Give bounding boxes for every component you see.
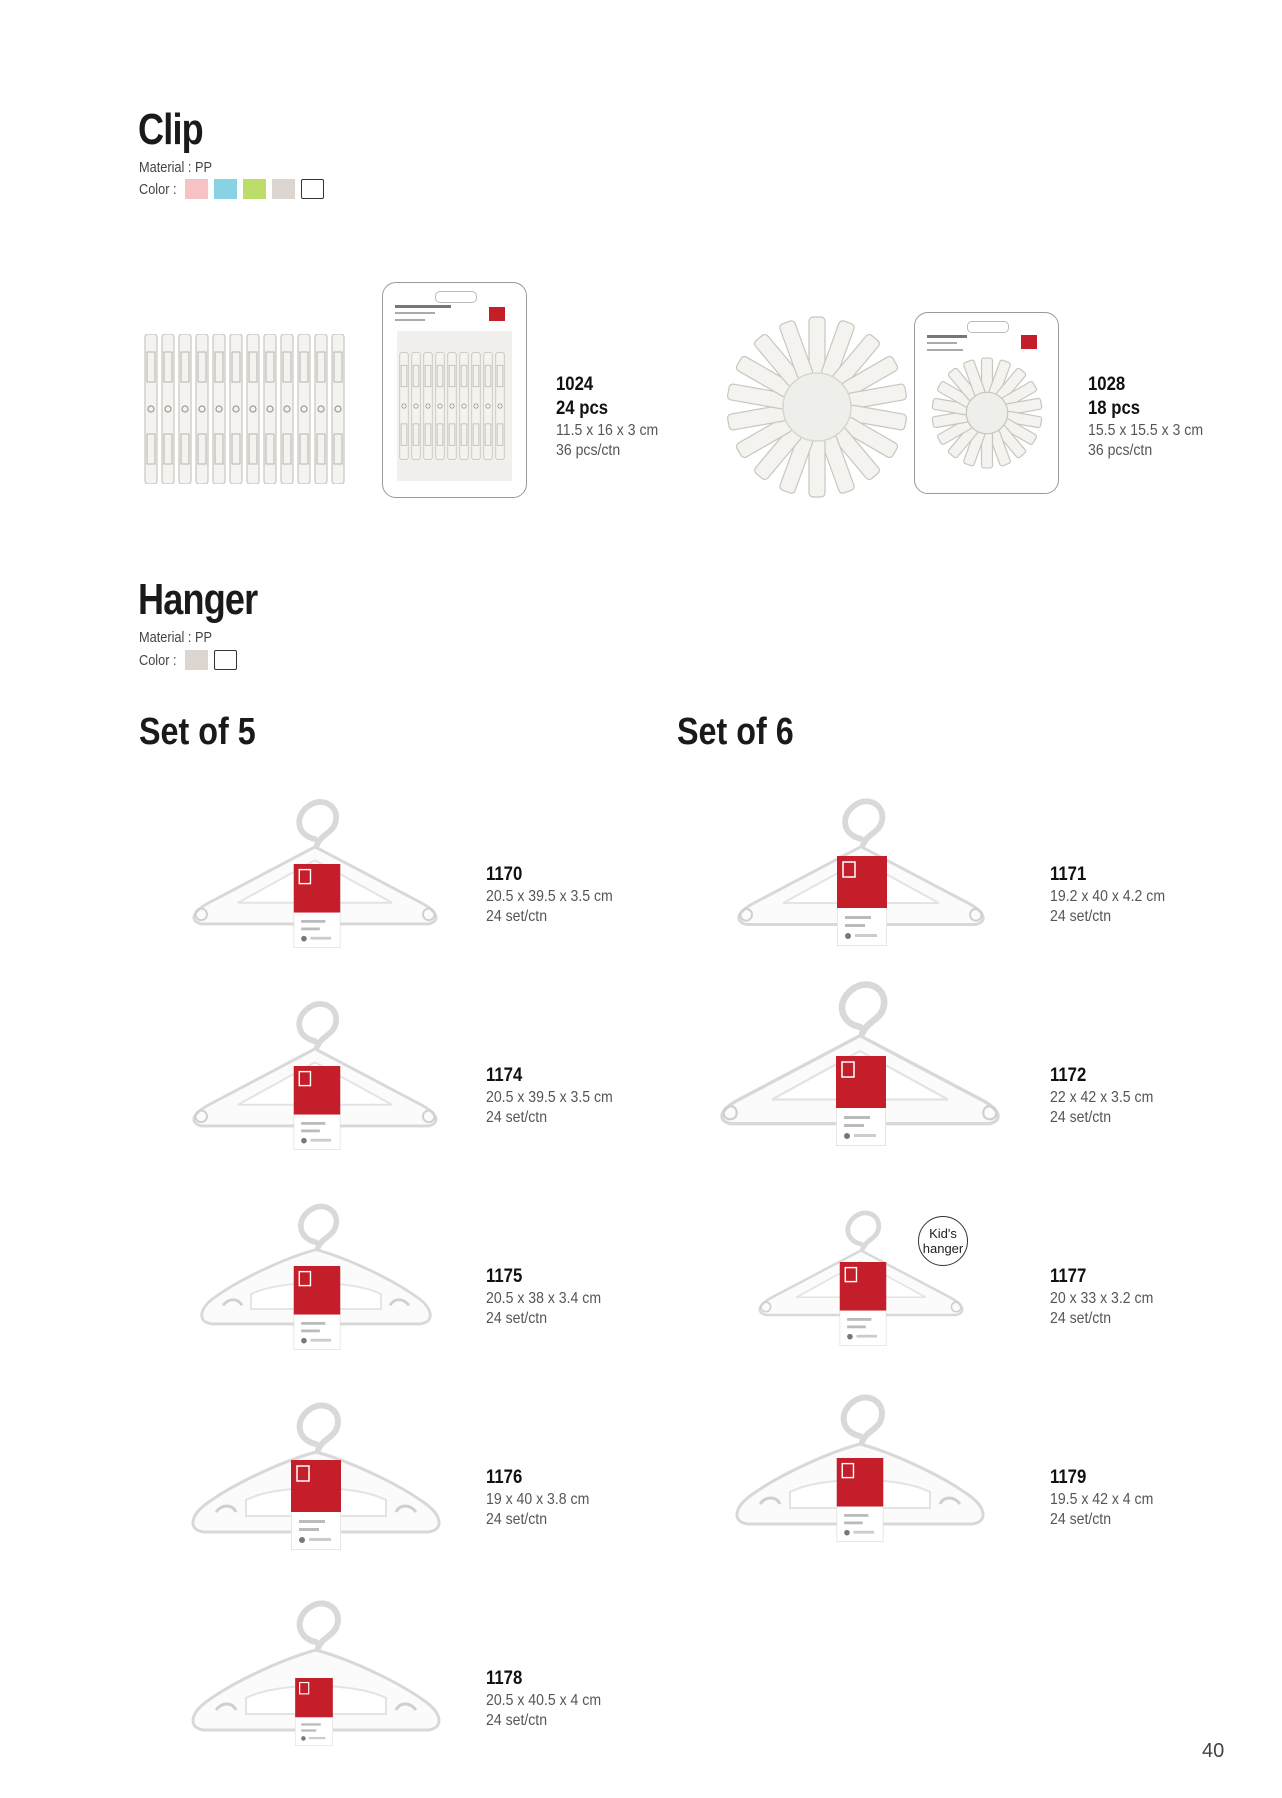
- product-code: 1175: [486, 1266, 523, 1287]
- hanger-color-swatches: [185, 650, 237, 670]
- clip-material: Material : PP: [139, 159, 212, 176]
- hanger-1172-image: [706, 976, 1014, 1146]
- product-carton: 36 pcs/ctn: [1088, 442, 1153, 459]
- clip-color-label: Color :: [139, 181, 177, 198]
- product-carton: 24 set/ctn: [486, 1712, 548, 1729]
- color-swatch-beige: [272, 179, 295, 199]
- hanger-1178-spec: [486, 1667, 601, 1731]
- product-size: 19 x 40 x 3.8 cm: [486, 1491, 590, 1508]
- set-of-6-title: Set of 6: [677, 711, 794, 753]
- clip-1028-image: [722, 312, 912, 502]
- product-code: 1178: [486, 1668, 523, 1689]
- clip-section-title: Clip: [138, 105, 203, 154]
- product-size: 20 x 33 x 3.2 cm: [1050, 1290, 1154, 1307]
- hanger-1177-spec: [1050, 1265, 1153, 1329]
- color-swatch-white: [214, 650, 237, 670]
- product-code: 1172: [1050, 1065, 1087, 1086]
- color-swatch-green: [243, 179, 266, 199]
- product-carton: 24 set/ctn: [1050, 1511, 1112, 1528]
- product-code: 1176: [486, 1467, 523, 1488]
- clip-color-swatches: [185, 179, 324, 199]
- hanger-1171-spec: [1050, 863, 1165, 927]
- hanger-1170-spec: [486, 863, 613, 927]
- product-code: 1177: [1050, 1266, 1087, 1287]
- hanger-1174-image: [180, 998, 450, 1144]
- color-swatch-beige: [185, 650, 208, 670]
- hanger-1175-spec: [486, 1265, 601, 1329]
- clip-1028-spec: [1088, 373, 1203, 461]
- color-swatch-white: [301, 179, 324, 199]
- hanger-1172-spec: [1050, 1064, 1153, 1128]
- color-swatch-pink: [185, 179, 208, 199]
- clip-1024-image: [140, 326, 360, 496]
- color-swatch-blue: [214, 179, 237, 199]
- product-carton: 24 set/ctn: [1050, 908, 1112, 925]
- product-carton: 24 set/ctn: [486, 908, 548, 925]
- hanger-1170-image: [180, 796, 450, 942]
- product-code: 1170: [486, 864, 523, 885]
- clip-1024-package: [382, 282, 527, 498]
- product-carton: 24 set/ctn: [486, 1511, 548, 1528]
- product-carton: 24 set/ctn: [1050, 1109, 1112, 1126]
- page-number: 40: [1202, 1740, 1225, 1762]
- hanger-1178-image: [176, 1598, 456, 1748]
- product-pieces: 24 pcs: [556, 398, 609, 419]
- hanger-color-label: Color :: [139, 652, 177, 669]
- hanger-1171-image: [716, 796, 1006, 942]
- product-code: 1174: [486, 1065, 523, 1086]
- product-carton: 24 set/ctn: [1050, 1310, 1112, 1327]
- product-code: 1024: [556, 374, 594, 395]
- product-carton: 24 set/ctn: [486, 1310, 548, 1327]
- product-size: 20.5 x 39.5 x 3.5 cm: [486, 888, 613, 905]
- hanger-section-title: Hanger: [138, 575, 258, 624]
- product-carton: 24 set/ctn: [486, 1109, 548, 1126]
- product-size: 20.5 x 39.5 x 3.5 cm: [486, 1089, 613, 1106]
- hanger-1179-spec: [1050, 1466, 1153, 1530]
- product-code: 1171: [1050, 864, 1087, 885]
- hanger-1179-image: [712, 1392, 1008, 1542]
- product-size: 19.2 x 40 x 4.2 cm: [1050, 888, 1166, 905]
- product-code: 1028: [1088, 374, 1126, 395]
- hanger-material: Material : PP: [139, 629, 212, 646]
- product-code: 1179: [1050, 1467, 1087, 1488]
- hanger-1174-spec: [486, 1064, 613, 1128]
- kids-hanger-badge: Kid's hanger: [918, 1216, 968, 1266]
- hanger-1176-image: [176, 1400, 456, 1550]
- product-size: 22 x 42 x 3.5 cm: [1050, 1089, 1154, 1106]
- product-pieces: 18 pcs: [1088, 398, 1141, 419]
- hanger-1176-spec: [486, 1466, 589, 1530]
- clip-1028-package: [914, 312, 1059, 494]
- product-size: 20.5 x 40.5 x 4 cm: [486, 1692, 602, 1709]
- hanger-1175-image: [186, 1198, 446, 1344]
- product-size: 11.5 x 16 x 3 cm: [556, 422, 659, 439]
- product-size: 20.5 x 38 x 3.4 cm: [486, 1290, 602, 1307]
- set-of-5-title: Set of 5: [139, 711, 256, 753]
- clip-1024-spec: [556, 373, 658, 461]
- product-carton: 36 pcs/ctn: [556, 442, 621, 459]
- product-size: 19.5 x 42 x 4 cm: [1050, 1491, 1154, 1508]
- product-size: 15.5 x 15.5 x 3 cm: [1088, 422, 1204, 439]
